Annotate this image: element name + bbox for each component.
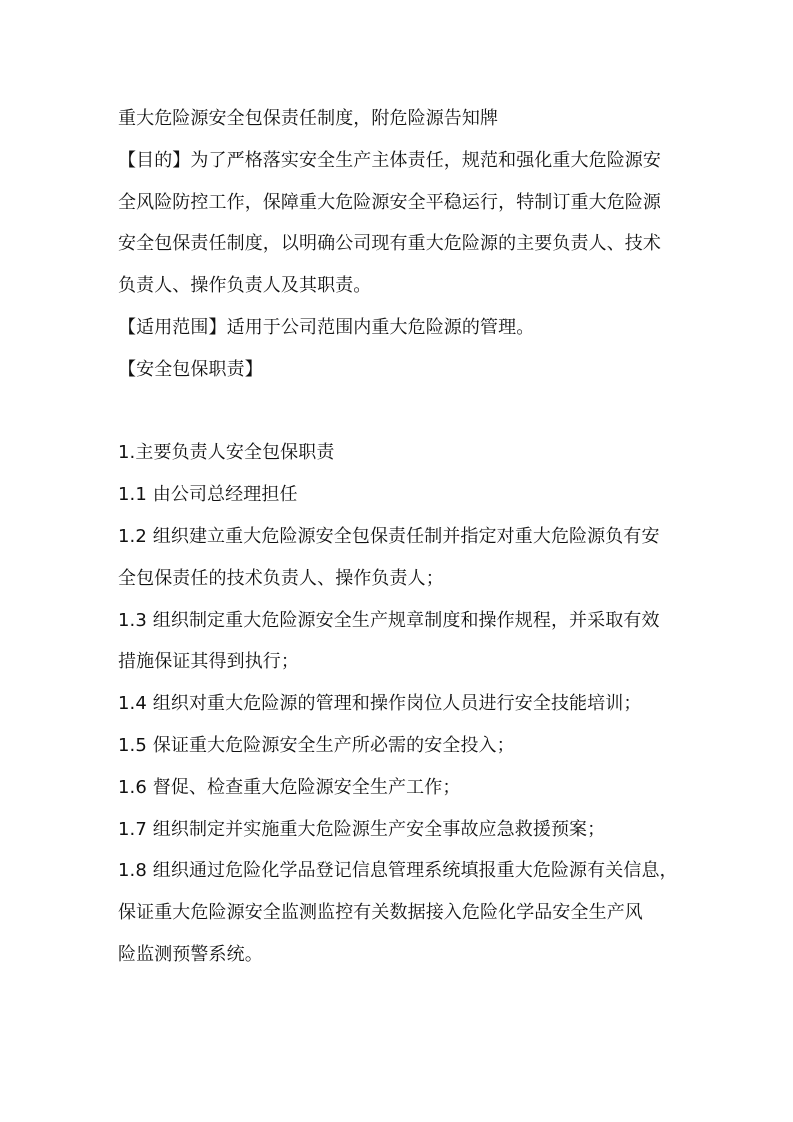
document-title: 重大危险源安全包保责任制度，附危险源告知牌 bbox=[118, 108, 499, 129]
duty-item bbox=[118, 850, 678, 975]
duty-item-line: 保证重大危险源安全监测监控有关数据接入危险化学品安全生产风 bbox=[118, 902, 643, 924]
duty-item-line: 1.2 组织建立重大危险源安全包保责任制并指定对重大危险源负有安 bbox=[118, 525, 660, 547]
duty-item-line: 险监测预警系统。 bbox=[118, 943, 263, 965]
duty-item-line: 措施保证其得到执行； bbox=[118, 651, 299, 673]
duties-heading: 【安全包保职责】 bbox=[118, 358, 263, 380]
duty-item bbox=[118, 725, 678, 767]
purpose-line: 安全包保责任制度，以明确公司现有重大危险源的主要负责人、技术 bbox=[118, 233, 661, 255]
purpose-line: 负责人、操作负责人及其职责。 bbox=[118, 275, 372, 297]
duty-item bbox=[118, 767, 678, 809]
duty-item bbox=[118, 474, 678, 516]
document-body bbox=[118, 98, 678, 976]
duty-item-line: 1.4 组织对重大危险源的管理和操作岗位人员进行安全技能培训； bbox=[118, 693, 642, 715]
duty-item bbox=[118, 683, 678, 725]
scope-paragraph: 【适用范围】适用于公司范围内重大危险源的管理。 bbox=[118, 316, 535, 338]
duty-item-line: 全包保责任的技术负责人、操作负责人； bbox=[118, 567, 444, 589]
purpose-line: 【目的】为了严格落实安全生产主体责任，规范和强化重大危险源安 bbox=[118, 149, 661, 171]
duty-item-line: 1.1 由公司总经理担任 bbox=[118, 484, 298, 506]
duty-item-line: 1.3 组织制定重大危险源安全生产规章制度和操作规程，并采取有效 bbox=[118, 609, 660, 631]
duty-item-line: 1.8 组织通过危险化学品登记信息管理系统填报重大危险源有关信息， bbox=[118, 860, 678, 882]
duty-item bbox=[118, 516, 678, 600]
purpose-paragraph bbox=[118, 140, 678, 307]
blank-line bbox=[118, 391, 678, 433]
duty-item-line: 1.5 保证重大危险源安全生产所必需的安全投入； bbox=[118, 734, 515, 756]
section-heading: 1.主要负责人安全包保职责 bbox=[118, 442, 335, 464]
duty-item-line: 1.7 组织制定并实施重大危险源生产安全事故应急救援预案； bbox=[118, 818, 606, 840]
duty-list bbox=[118, 474, 678, 976]
duty-item bbox=[118, 809, 678, 851]
duty-item bbox=[118, 600, 678, 684]
duty-item-line: 1.6 督促、检查重大危险源安全生产工作； bbox=[118, 776, 461, 798]
purpose-line: 全风险防控工作，保障重大危险源安全平稳运行，特制订重大危险源 bbox=[118, 191, 661, 213]
